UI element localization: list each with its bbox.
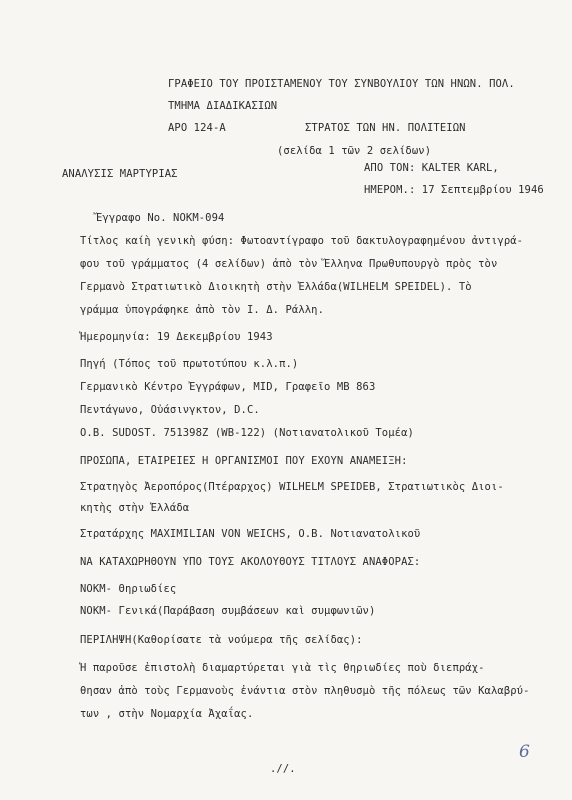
filing-item: ΝΟΚΜ- Θηριωδίες bbox=[80, 583, 177, 595]
office-header: ΓΡΑΦΕΙΟ ΤΟΥ ΠΡΟΙΣΤΑΜΕΝΟΥ ΤΟΥ ΣΥΝΒΟΥΛΙΟΥ ΤΩΝ ΗΝΩΝ. ΠΟΛ. bbox=[168, 78, 515, 90]
continuation-mark: .//. bbox=[270, 763, 296, 775]
document-title-line: Γερμανὸ Στρατιωτικὸ Διοικητὴ στὴν Ἑλλάδα(WILHELM SPEIDEL). Τὸ bbox=[80, 281, 472, 293]
document-title-line: Τίτλος καίὴ γενικὴ φύση: Φωτοαντίγραφο τοῦ δακτυλογραφημένου ἀντιγρά- bbox=[80, 235, 524, 247]
document-number: Ἔγγραφο Νο. ΝΟΚΜ-094 bbox=[96, 212, 225, 224]
section-header: ΤΜΗΜΑ ΔΙΑΔΙΚΑΣΙΩΝ bbox=[168, 100, 278, 112]
person-entry: κητὴς στὴν Ἑλλάδα bbox=[80, 502, 190, 514]
page-reference: (σελίδα 1 τῶν 2 σελίδων) bbox=[277, 145, 432, 157]
person-entry: Στρατηγὸς Ἀεροπόρος(Πτέραρχος) WILHELM SPEIDEB, Στρατιωτικὸς Διοι- bbox=[80, 481, 504, 493]
filing-item: ΝΟΚΜ- Γενικά(Παράβαση συμβάσεων καὶ συμφωνιῶν) bbox=[80, 605, 376, 617]
source-line: Γερμανικὸ Κέντρο Ἐγγράφων, MID, Γραφεῖο ΜΒ 863 bbox=[80, 381, 376, 393]
analysis-title: ΑΝΑΛΥΣΙΣ ΜΑΡΤΥΡΙΑΣ bbox=[62, 168, 178, 180]
document-title-line: γράμμα ὑπογράφηκε ἀπὸ τὸν Ι. Δ. Ράλλη. bbox=[80, 304, 325, 316]
handwritten-page-number: 6 bbox=[519, 742, 530, 762]
analysis-from: ΑΠΟ ΤΟΝ: KALTER KARL, bbox=[364, 162, 499, 174]
source-line: Πεντάγωνο, Οὐάσινγκτον, D.C. bbox=[80, 404, 260, 416]
document-title-line: φου τοῦ γράμματος (4 σελίδων) ἀπὸ τὸν Ἕλληνα Πρωθυπουργὸ πρὸς τὸν bbox=[80, 258, 498, 270]
persons-heading: ΠΡΟΣΩΠΑ, ΕΤΑΙΡΕΙΕΣ Η ΟΡΓΑΝΙΣΜΟΙ ΠΟΥ ΕΧΟΥΝ ΑΝΑΜΕΙΞΗ: bbox=[80, 455, 408, 467]
source-line: Πηγή (Τόπος τοῦ πρωτοτύπου κ.λ.π.) bbox=[80, 358, 299, 370]
filing-heading: ΝΑ ΚΑΤΑΧΩΡΗΘΟΥΝ ΥΠΟ ΤΟΥΣ ΑΚΟΛΟΥΘΟΥΣ ΤΙΤΛΟΥΣ ΑΝΑΦΟΡΑΣ: bbox=[80, 556, 421, 568]
summary-line: Ἡ παροῦσε ἐπιστολὴ διαμαρτύρεται γιὰ τὶς θηριωδίες ποὺ διεπράχ- bbox=[80, 662, 485, 674]
document-date: Ἡμερομηνία: 19 Δεκεμβρίου 1943 bbox=[80, 331, 273, 343]
analysis-date: ΗΜΕΡΟΜ.: 17 Σεπτεμβρίου 1946 bbox=[364, 184, 544, 196]
army-header: ΣΤΡΑΤΟΣ ΤΩΝ ΗΝ. ΠΟΛΙΤΕΙΩΝ bbox=[305, 122, 466, 134]
source-line: O.B. SUDOST. 751398Ζ (WB-122) (Νοτιανατολικοῦ Τομέα) bbox=[80, 427, 414, 439]
person-entry: Στρατάρχης MAXIMILIAN VON WEICHS, O.B. Νοτιανατολικοῦ bbox=[80, 528, 421, 540]
summary-line: θησαν ἀπὸ τοὺς Γερμανοὺς ἐνάντια στὸν πληθυσμὸ τῆς πόλεως τῶν Καλαβρύ- bbox=[80, 685, 530, 697]
summary-line: των , στὴν Νομαρχία Ἀχαΐας. bbox=[80, 708, 254, 720]
summary-heading: ΠΕΡΙΛΗΨΗ(Καθορίσατε τὰ νούμερα τῆς σελίδας): bbox=[80, 634, 363, 646]
apo-reference: ΑΡΟ 124-Α bbox=[168, 122, 226, 134]
